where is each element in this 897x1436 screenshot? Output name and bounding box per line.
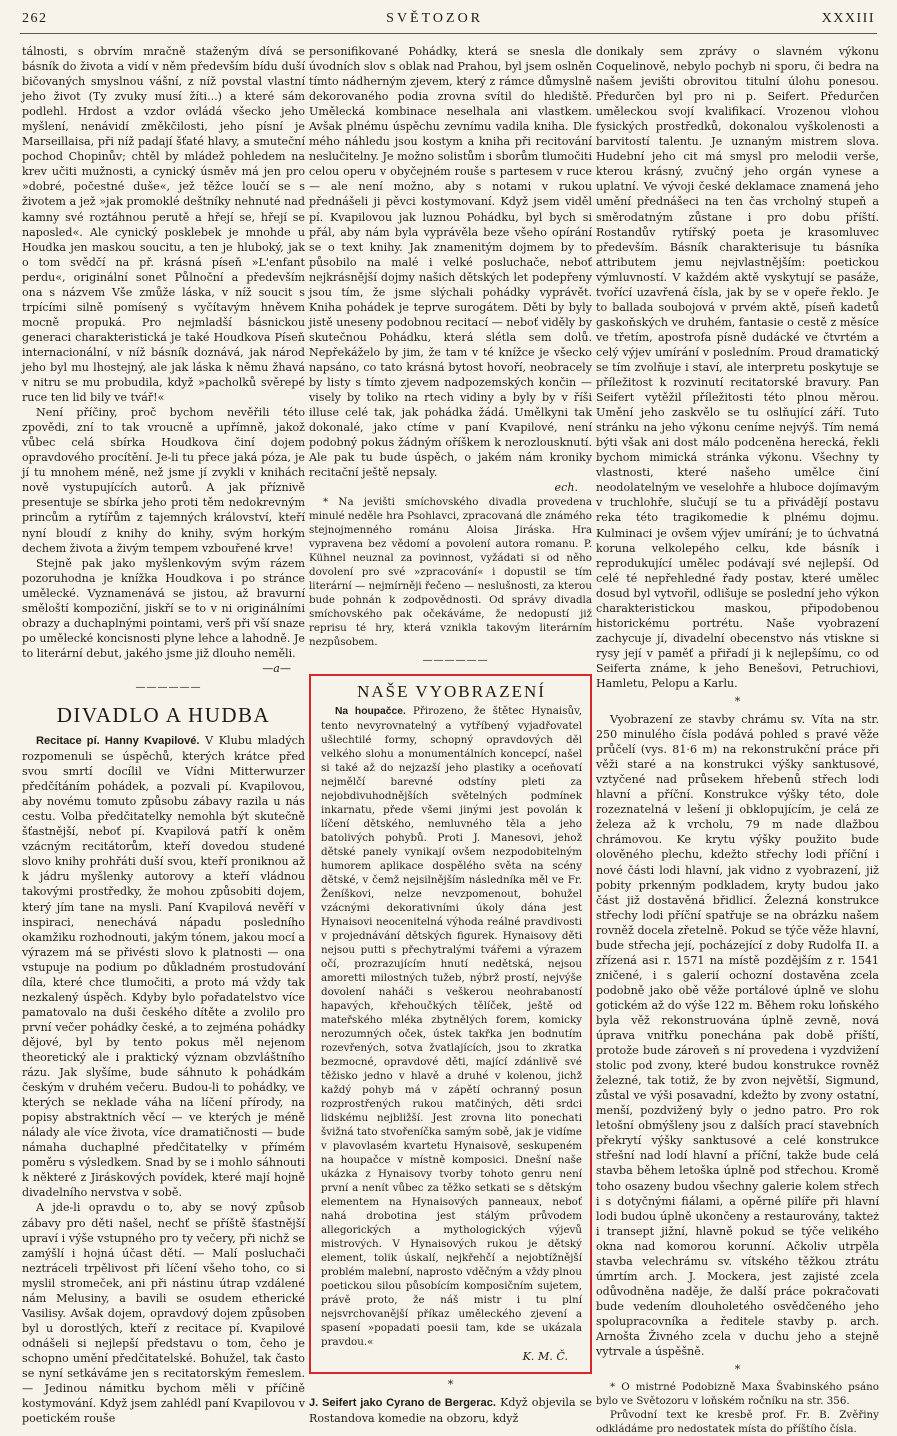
paragraph: Není příčiny, proč bychom nevěřili této zpovědi, zní to tak vroucně a upřímně, jakož vůbec celá sbírka Houdkova činí dojem opravdového procítění. Je-li tu přece jaká póza, je jí tu mnohem méně, než jsme jí zvykli v knihách nově vystupujících autorů. A jak příznivě presentuje se sbírka jeho proti těm nedokrevným princům a rytířům z tajemných království, kteří nyní bloudí z knihy do knihy, svým horkým dechem života a živým tempem vzbouřené krve! xyxy=(22,406,305,555)
paragraph: Stejně pak jako myšlenkovým svým rázem pozoruhodna je knížka Houdkova i po stránce umělecké. Vyznamenává se jistou, až bravurní směloští kompoziční, jiskří se to v ni originálními obrazy a duchaplnými pointami, verš při vší snaze po umělecké koncisnosti plyne lehce a lahodně. Je to literární debut, jakého jsme již dlouho neměli. xyxy=(22,556,305,660)
box-text: Přirozeno, že štětec Hynaisův, tento nevyrovnatelný a vytříbený vyjadřovatel ušlechtilé formy, schopný opravdových děl velkého slohu a monumentálních koncepcí, našel si také až do nejzazší jeho plastiky a oceňovatí nejmělčí barevné odstíny pleti za nejobdivuhodnějších světelných podmínek inkarnatu, přede všemi jinými jest povolán k líčení dětského, nemluvného těla a jeho batolivých pohybů. Proti J. Manesovi, jehož dětské panely vynikají ovšem nezpodobitelným humorem aplikace dospělého světa na scény dětské, v čemž nejsilnějším následníka měl ve Fr. Ženíškovi, nelze nevzpomenout, bohužel vzácnými dekorativními úkoly dána jest Hynaisovi neocenitelná výhoda reálné pravdivosti v projednávání dětských figurek. Hynaisovy děti nejsou putti s přechytralými tvářemi a výrazem očí, prozrazujícím hnutí nedětská, nejsou amoretti milostných tužeb, nýbrž prostí, nejvýše dovolení naháči s veškerou neohrabaností hapavých, křehoučkých tělíček, ještě od mateřského mléka zbytnělých forem, komicky nerozumných oček, ústek takřka jen bodnutím rozevřených, sotva žvatlajících, jsou to zkratka bezmocné, opravdové děti, mající zdánlivě své těžisko jedno v hlavě a druhé v kolenou, jichž každý pohyb má v zápětí ochranný posun rozprostřených rukou matčiných, děti srdci lidskému nejbližší. Jest zrovna lito ponechati švižná tato stvořeníčka samým sobě, jak je vidíme v plavovlasém kvartetu Hynaisově, seskupeném na houpačce v místně komposici. Dnešní naše ukázka z Hynaisovy tvorby tohoto genru není první a nenít vůbec za těžko setkati se s dětským elementem na Hynaisových panneaux, neboť nahá drobotina jest stálým průvodem allegorických a mythologických výjevů mistrových. V Hynaisových rukou je dětský element, tolik úskalí, nejkřehčí a nejobtížnější problém malební, naprosto vděčným a vždy plnou poetickou silou působícím komposičním sujetem, právě proto, že náš mistr i tu plní nejsvrchovanější příkaz uměleckého zjevení a spasení »popadati poesii tam, kde se ukázala pravdou.« xyxy=(321,704,582,1348)
divider-star: * xyxy=(734,695,741,709)
author-signature: ech. xyxy=(554,481,578,495)
paragraph: Průvodní text ke kresbě prof. Fr. B. Zvěřiny odkládáme pro nedostatek místa do příštího čísla. xyxy=(596,1409,879,1436)
paragraph: Když objevila se Rostandova komedie na obzoru, když xyxy=(309,1395,592,1425)
paragraph: tálnosti, s obrvím mračně staženým dívá se básník do života a vidí v něm především bídu duší bičovaných smyslnou vášní, z níž povstal vlastní jeho život (Ty zvuky musí žíti...) a které sám podlehl. Hrdost a vzdor ovládá všecko jeho myšlení, nenávidí změkčilosti, jeho písní je Marseillaisa, při níž padají šťaté hlavy, a smuteční pochod Chopinův; chtěl by mládež pohledem na krev učiti mužnosti, a cynický úsměv má jen pro »dobré, počestné duše«, jež těžce loučí se s životem a jež »jak promoklé deštníky nehnuté nad kamny své roztáhnou perutě a hřejí se, hřejí se naposled«. Ale cynický posklebek je mnohde u Houdka jen maskou soucitu, a ten je hluboký, jak o tom svědčí na př. krásná píseň »L'enfant perdu«, originální sonet Půlnoční a především ona s názvem Vše zmůže láska, v níž soucit s trpícími silně pomísený s vyčítavým hněvem mocně propuká. Pro nejmladší básnickou generaci charakteristická je také Houdkova Píseň internacionální, v níž básník doznává, jak národ jeho byl mu lhostejný, ale jak láska k němu žhavá v nitru se mu probudila, když »pacholků svěrepé ruce ten lid bily ve tvář!« xyxy=(22,45,305,405)
box-title: NAŠE VYOBRAZENÍ xyxy=(357,682,546,702)
column-middle xyxy=(309,44,592,1426)
paragraph: V Klubu mladých rozpomenuli se úspěchů, kterých krátce před svou smrtí docílil ve Vídni Mitterwurzer předčítáním pohádek, a pozvali pí. Kvapilovou, aby novému tomuto způsobu zábavy razila u nás cestu. Volba předčitatelky nemohla být skutečně šťastnější, neboť pí. Kvapilová patří k oněm vzácným recitátorům, kteří dovedou studené slovo knihy prohřáti duší svou, kteří proniknou až k jádru myšlenky autorovy a kteří vládnou takovými prostředky, že mohou způsobiti dojem, který jím tane na mysli. Paní Kvapilová nevěří v inspiraci, nenechává nápadu posledního okamžiku rozhodnouti, jakým tónem, jakou mocí a výrazem má se přivésti slovo k platnosti — ona vstupuje na podium po důkladném prostudování díla, které chce tlumočiti, a proto má vždy tak nezkalený úspěch. Kdyby bylo pořadatelstvo více pamatovalo na duši českého dítěte a zvolilo pro první večer pohádky české, a to zejména pohádky dějové, byl by tento pokus měl nejenom theoretický ale i praktický význam obzvláštního rázu. Jak slyšíme, bude sáhnuto k pohádkám českým v druhém večeru. Budou-li to pohádky, ve kterých se neklade váha na líčení přírody, na popisy abstraktních věcí — ve kterých je méně nálady ale více života, více dramatičnosti — bude námaha duchaplné předčitatelky v přímém poměru s výsledkem. Snad by se i mohlo sáhnouti k některé z Jiráskových povídek, které mají hojně divadelního nervstva v sobě. xyxy=(22,734,306,1200)
highlighted-box xyxy=(309,674,592,1373)
paragraph: donikaly sem zprávy o slavném výkonu Coquelinově, nebylo pochyb ni sporu, či bedra na našem jevišti obrovitou titulní úlohu ponesou. Předurčen byl pro ni p. Seifert. Předurčen uměleckou svojí kvalifikací. Vrozenou vlohou fysických prostředků, dokonalou vyškolenosti a barvitostí talentu. Je uznaným mistrem slova. Hudební jeho cit má smysl pro melodii verše, kterou krásný, zvučný jeho orgán vynese a uplatní. Ve vývoji české deklamace znamená jeho umění přednášeci na ten čas vrcholný stupeň a směrodatným zůstane i pro dobu příští. Rostandův rytířský poeta je krasomluvec především. Básník charakterisuje tu básníka attributem jemu nejvlastnějším: poetickou výmluvností. V každém aktě vyskytují se pasáže, tvořící uzavřená čísla, jak by se v opeře řeklo. Je to ballada soubojová v prvém aktě, píseň kadetů gaskoňských ve druhém, fantasie o cestě z měsíce ve třetím, apostrofa písně dudácké ve čtvrtém a celý výjev umírání v posledním. Proud dramatický se tím zvolňuje i staví, ale interpretu poskytuje se příležitost k rozvinutí recitatorské bravury. Pan Seifert vytěžil příležitosti této plnou měrou. Umění jeho zaskvělo se tu oslňující září. Tuto stránku na jeho výkonu ceníme nejvýš. Tím nemá býti však ani dost málo podceněna herecká, řekli bychom mimická stránka výkonu. Všechny ty vlastnosti, které našeho umělce činí neodolatelným ve veselohře a hluboce dojímavým v truchlohře, slučují se tu a přivádějí postavu reka této tragikomedie k plnému dojmu. Kulminaci je ovšem výjev umírání; je to úchvatná koruna velkolepého celku, kde básník i reprodukující umělec podávají své nejlepší. Od celé té nepřehledné řady postav, které umělec dosud byl vytvořil, odlišuje se poslední jeho výkon charakteristickou maskou, připodobenou historickému portrétu. Naše vyobrazení zachycuje jí, divadelní obecenstvo nás vtiskne si rysy její v paměť a přiřadí ji k nejlepšímu, co od Seiferta známe, k jeho Benešovi, Petruchiovi, Hamletu, Pelopu a Karlu. xyxy=(596,45,879,690)
volume-number: XXXIII xyxy=(821,11,875,26)
divider-star: * xyxy=(734,1363,741,1377)
box-signature: K. M. Č. xyxy=(522,1349,568,1363)
author-signature: —a— xyxy=(262,661,291,675)
section-divider: —————— xyxy=(422,655,489,667)
journal-title: SVĚTOZOR xyxy=(386,11,484,26)
footnote: * O mistrné Podobizně Maxa Švabinského psáno bylo ve Světozoru v loňském ročníku na str. 356. xyxy=(596,1381,879,1408)
page-number: 262 xyxy=(22,11,48,26)
header-rule xyxy=(20,33,877,34)
article-subtitle: Recitace pí. Hanny Kvapilové. xyxy=(36,735,200,748)
section-title: DIVADLO A HUDBA xyxy=(56,703,271,728)
box-lead: Na houpačce. xyxy=(335,705,406,717)
paragraph: Vyobrazení ze stavby chrámu sv. Víta na str. 250 minulého čísla podává pohled s pravé věže průčelí (vys. 81·6 m) na rekonstrukční práce při věži staré a na konstrukci výšky sanktusové, vztyčené nad průsekem hřebenů střech lodi hlavní a příční. Konstrukce výšky této, dole rozeznatelná v lešení ji obklopujícím, je celá ze železa až k vrcholu, 79 m nade dlažbou chrámovou. Ke krytu výšky použito bude olověného plechu, kdežto střechy lodi příční i nové části lodi hlavní, jak vidno z vyobrazení, již pobity prkenným podkladem, kryty budou jako část již dostavěná břidlicí. Železná konstrukce střechy lodi příční spatřuje se na obrázku našem rovněž docela zřetelně. Pokud se týče věže hlavní, bude střecha její, pocházející z doby Rudolfa II. a zřízená asi r. 1571 na místě pozdějším z r. 1541 zničené, i s galerií ochozní dostavěna zcela podobně jako obě věže portálové úplně ve slohu gotickém až do výše 122 m. Během roku loňského byla věž rekonstruována úplně zevně, nová úprava vnitřku ponechána pak době příští, protože bude zároveň s ní provedena i vyzdvižení stolic pod zvony, které budou konstrukce rovněž železné, tak totiž, že by zvon největší, Sigmund, zůstal ve výši posavadní, kdežto by zvony ostatní, menší, pozdvižený byly o jedno patro. Pro rok letošní obmýšleny jsou z dalších prací stavebních překrytí výšky sanktusové a celé konstrukce střešní nad lodí hlavní a příční, takže bude celá stavba během letoška úplně pod střechou. Kromě toho osazeny budou všechny galerie kolem střech i s dotyčnými fiálami, a opěrné pilíře při hlavní lodi budou úplně ukončeny a restaurovány, takteż i transept jižní, hlavně pokud se týče velikého okna nad komorou korunní. Ačkoliv utrpěla stavba velechrámu sv. vítského těžkou ztrátu úmrtím arch. J. Mockera, jest zajisté zcela odůvodněna naděje, že další práce pokračovati bude vedením dlouholetého osvědčeného jeho spolupracovníka a ředitele stavby p. arch. Arnošta Živného zcela v duchu jeho a stejně vytrvale a úspěšně. xyxy=(596,713,879,1359)
paragraph: * Na jevišti smíchovského divadla provedena minulé neděle hra Psohlavci, zpracovaná dle známého stejnojmenného románu Aloisa Jiráska. Hra vypravena bez vědomí a povolení autora romanu. P. Kühnel neuznal za povinnost, vyžádati si od něho dovolení pro své »zpracování« i dopustil se tím literární — nejmírněji řečeno — neslušnosti, za kterou bude pohnán k zodpovědnosti. Od správy divadla smíchovského pak očekáváme, že nedopustí již reprisu té hry, která vznikla takovým literárním nezpůsobem. xyxy=(309,496,592,649)
divider-star: * xyxy=(447,1377,454,1391)
article-subtitle: J. Seifert jako Cyrano de Bergerac. xyxy=(309,1396,496,1409)
paragraph: personifikované Pohádky, která se snesla dle úvodních slov s oblak nad Prahou, byl jsem oslněn tímto nádherným zjevem, který z rámce důmyslně dekorovaného podia zrovna svítil do hlediště. Umělecká kombinace neselhala ani vlastkem. Avšak plnému úspěchu zevnímu vadila kniha. Dle mého náhledu jsou kostym a kniha při recitování neslučitelny. Je možno solistům i sborům tlumočiti celou operu v obyčejném rouše s partesem v ruce — ale není možno, aby s notami v rukou přednášeli ji pěvci kostymovaní. Když jsem viděl pí. Kvapilovou jak luznou Pohádku, byl bych si přál, aby nám byla vyprávěla beze všeho opírání se o text knihy. Jak znamenitým dojmem by to působilo na malé i velké posluchače, neboť nejkrásnější dojmy našich dětských let podepřeny jsou tím, že jsme slýchali pohádky vyprávět. Kniha pohádek je teprve surogátem. Děti by byly jistě uneseny podobnou recitací — neboť viděly by skutečnou Pohádku, která slétla sem dolů. Nepřekáželo by jim, že tam v té knížce je všecko napsáno, co tato krásná bytost hovoří, neobracely by listy s tímto zjevem nadpozemských končin — visely by toliko na rtech vidiny a byly by v říši illuse celé tak, jak pohádka žádá. Umělkyni tak dokonalé, jako ctíme v paní Kvapilové, není podobný pokus žádným oříškem k nerozlousknutí. Ale pak tu bude úspěch, o jakém nám kroniky recitační ještě nepsaly. xyxy=(309,45,592,480)
column-right xyxy=(596,44,879,1436)
page-header xyxy=(22,8,875,30)
section-divider: —————— xyxy=(135,681,202,693)
paragraph: A jde-li opravdu o to, aby se nový způsob zábavy pro děti našel, nechť se příště šťastnější upraví i výše vstupného pro ty večery, při nichž se zamýšlí i hojná účast dětí. — Malí posluchači neztráceli trpělivost při líčení všeho toho, co si myslil stromeček, ani při nástinu útrap vzdálené nám Melusiny, a bavili se osudem etherické Vasilisy. Avšak dojem, opravdový dojem způsoben byl u dorostlých, kteří z recitace pí. Kvapilové odnášeli si nejlepší představu o tom, čeho je schopno umění předčitatelské. Bohužel, tak často se nyní setkáváme jen s recitatorským řemeslem. — Jedinou námitku bychom měli v příčině kostymování. Když jsem zahlédl paní Kvapilovou v poetickém rouše xyxy=(22,1201,305,1426)
column-left xyxy=(22,44,305,1426)
